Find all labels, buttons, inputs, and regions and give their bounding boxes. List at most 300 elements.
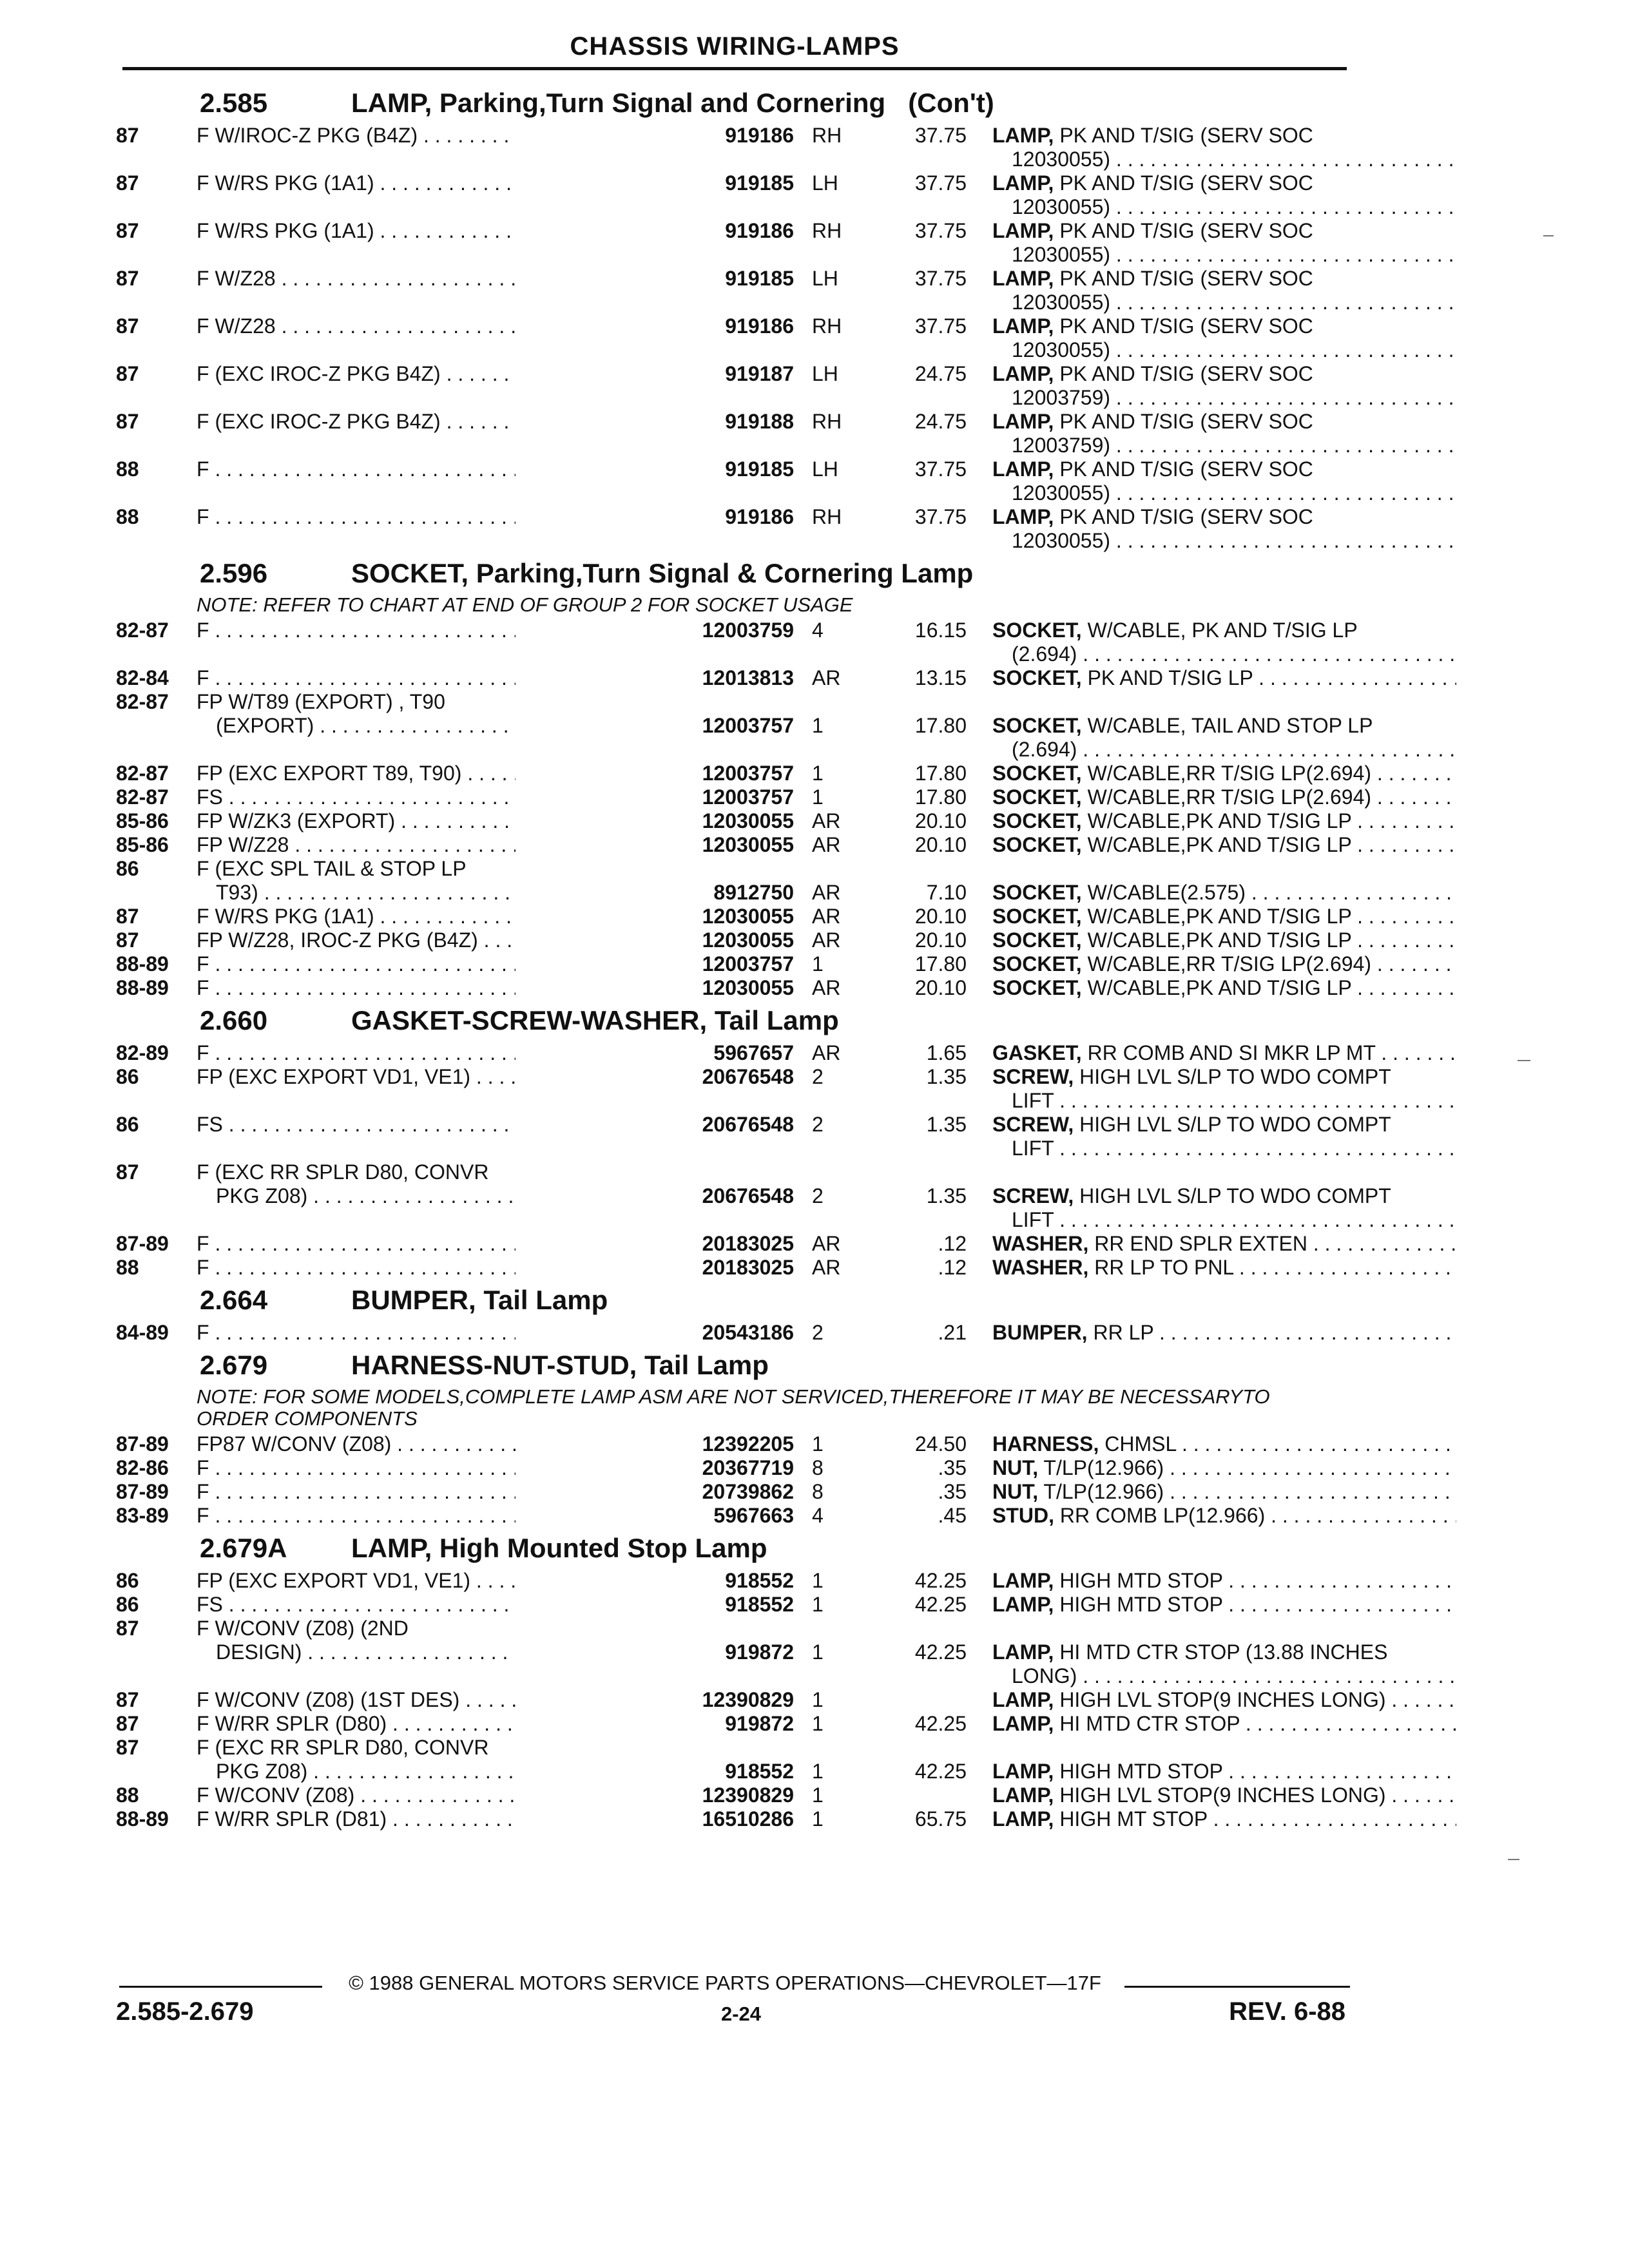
description-line	[992, 1760, 1456, 1783]
footer-rule-left	[119, 1986, 322, 1988]
model-line: F (EXC RR SPLR D80, CONVR	[197, 1736, 489, 1759]
part-description	[992, 1321, 1456, 1345]
section-heading	[116, 1280, 1347, 1321]
description-keyword: LAMP,	[992, 219, 1054, 242]
model-year: 87	[116, 1617, 139, 1640]
section-title: SOCKET, Parking,Turn Signal & Cornering Lamp	[351, 558, 974, 588]
description-text: PK AND T/SIG (SERV SOC	[1059, 219, 1313, 242]
scan-mark	[1518, 1060, 1530, 1061]
part-description	[992, 267, 1456, 314]
description-line	[992, 457, 1456, 481]
description-line	[992, 529, 1456, 553]
quantity: 2	[812, 1113, 824, 1136]
part-description	[992, 1041, 1456, 1065]
part-number: 919188	[516, 410, 794, 434]
part-description	[992, 1113, 1456, 1160]
model-line: F W/Z28 . . .	[197, 267, 648, 291]
quantity: RH	[812, 219, 842, 242]
part-description	[992, 809, 1456, 833]
model-year: 82-87	[116, 690, 169, 713]
model-line: F . . .	[197, 1321, 648, 1345]
description-line	[992, 1688, 1456, 1712]
model-line: DESIGN) . . .	[197, 1640, 648, 1664]
model-year: 87-89	[116, 1432, 169, 1456]
price: 42.25	[914, 1640, 967, 1664]
part-description	[992, 1783, 1456, 1807]
part-description	[992, 714, 1456, 762]
model-year: 88	[116, 1256, 139, 1279]
price: 37.75	[914, 124, 967, 147]
scan-mark	[1543, 235, 1554, 236]
price: 20.10	[914, 928, 967, 952]
description-line	[992, 362, 1456, 386]
quantity: RH	[812, 410, 842, 433]
model-year: 87	[116, 1712, 139, 1735]
part-number: 12003757	[516, 762, 794, 785]
section-number: 2.679	[200, 1350, 268, 1380]
description-keyword: LAMP,	[992, 457, 1054, 481]
description-keyword: SOCKET,	[992, 976, 1082, 999]
part-number: 12030055	[516, 928, 794, 952]
part-description	[992, 1065, 1456, 1113]
description-line	[992, 1640, 1456, 1664]
description-keyword: LAMP,	[992, 1688, 1054, 1711]
description-line	[992, 314, 1456, 338]
description-line	[992, 1065, 1456, 1089]
section-number: 2.660	[200, 1005, 268, 1035]
description-line	[992, 243, 1456, 267]
model-year: 85-86	[116, 809, 169, 832]
part-description	[992, 219, 1456, 267]
model-year: 85-86	[116, 833, 169, 856]
quantity: 1	[812, 1640, 824, 1664]
model-line: FP W/T89 (EXPORT) , T90	[197, 690, 445, 713]
part-description	[992, 1640, 1456, 1688]
price: 7.10	[926, 881, 967, 904]
description-line	[992, 642, 1456, 666]
price: 1.35	[926, 1184, 967, 1207]
part-description	[992, 457, 1456, 505]
price: 37.75	[914, 457, 967, 481]
part-number: 20183025	[516, 1256, 794, 1280]
part-description	[992, 1232, 1456, 1256]
quantity: 8	[812, 1480, 824, 1503]
part-number: 20183025	[516, 1232, 794, 1256]
description-line	[992, 714, 1456, 738]
model-line: F W/RS PKG (1A1) . . .	[197, 171, 648, 195]
description-line	[992, 219, 1456, 243]
part-row	[116, 505, 1347, 553]
part-row	[116, 1712, 1347, 1736]
part-number: 5967657	[516, 1041, 794, 1065]
description-text: W/CABLE, TAIL AND STOP LP	[1087, 714, 1373, 737]
part-row	[116, 857, 1347, 905]
model-line: F . . .	[197, 666, 648, 690]
description-line	[992, 809, 1456, 833]
part-row	[116, 619, 1358, 666]
part-row	[116, 410, 1347, 457]
model-line: FP W/Z28 . . .	[197, 833, 648, 857]
quantity: 1	[812, 1593, 824, 1616]
model-year: 86	[116, 1593, 139, 1616]
description-text: RR LP TO PNL	[1094, 1256, 1234, 1279]
quantity: LH	[812, 457, 838, 481]
price: 42.25	[914, 1712, 967, 1735]
description-line	[992, 976, 1456, 1000]
description-keyword: SOCKET,	[992, 905, 1082, 928]
part-number: 20676548	[516, 1184, 794, 1208]
part-description	[992, 314, 1456, 362]
quantity: AR	[812, 928, 841, 952]
part-row	[116, 171, 1347, 219]
description-keyword: STUD,	[992, 1504, 1054, 1527]
description-keyword: LAMP,	[992, 171, 1054, 195]
part-row	[116, 1593, 1347, 1617]
description-line	[992, 952, 1456, 976]
part-row	[116, 1256, 1347, 1280]
part-description	[992, 905, 1456, 928]
quantity: RH	[812, 314, 842, 338]
footer-revision: REV. 6-88	[1229, 1997, 1345, 2026]
part-row	[116, 1783, 1386, 1807]
part-number: 919185	[516, 457, 794, 481]
model-line: F (EXC RR SPLR D80, CONVR	[197, 1160, 489, 1184]
description-text: LIFT	[1012, 1089, 1054, 1112]
quantity: RH	[812, 124, 842, 147]
description-text: 12030055)	[1012, 291, 1111, 314]
description-text: PK AND T/SIG (SERV SOC	[1059, 410, 1313, 433]
model-line: F . . .	[197, 457, 648, 481]
part-row	[116, 314, 1347, 362]
price: .12	[938, 1256, 967, 1279]
model-year: 87	[116, 1160, 139, 1184]
description-line	[992, 833, 1456, 857]
quantity: AR	[812, 1256, 841, 1279]
description-text: 12003759)	[1012, 434, 1111, 457]
description-text: W/CABLE,PK AND T/SIG LP	[1087, 809, 1352, 832]
price: .45	[938, 1504, 967, 1527]
price: .12	[938, 1232, 967, 1255]
part-number: 918552	[516, 1760, 794, 1783]
price: 13.15	[914, 666, 967, 689]
part-number: 918552	[516, 1593, 794, 1617]
description-text: 12030055)	[1012, 338, 1111, 361]
part-row	[116, 976, 1352, 1000]
description-text: 12030055)	[1012, 148, 1111, 171]
part-description	[992, 1807, 1456, 1831]
part-number: 12030055	[516, 809, 794, 833]
model-line: F . . .	[197, 1041, 648, 1065]
price: .21	[938, 1321, 967, 1344]
description-keyword: SCREW,	[992, 1113, 1074, 1136]
description-line	[992, 338, 1456, 362]
price: 42.25	[914, 1593, 967, 1616]
model-year: 87	[116, 219, 139, 242]
part-description	[992, 976, 1456, 1000]
quantity: AR	[812, 833, 841, 856]
description-text: 12003759)	[1012, 386, 1111, 409]
model-line: F . . .	[197, 1256, 648, 1280]
description-keyword: SOCKET,	[992, 785, 1082, 809]
model-line: PKG Z08) . . .	[197, 1760, 648, 1783]
description-line	[992, 1113, 1456, 1137]
model-line: F (EXC SPL TAIL & STOP LP	[197, 857, 467, 880]
description-text: W/CABLE,PK AND T/SIG LP	[1087, 905, 1352, 928]
description-text: HI MTD CTR STOP	[1059, 1712, 1240, 1735]
part-description	[992, 1184, 1456, 1232]
part-row	[116, 809, 1352, 833]
description-line	[992, 928, 1456, 952]
model-line: FP (EXC EXPORT T89, T90) . . .	[197, 762, 648, 785]
part-description	[992, 1256, 1456, 1280]
quantity: 1	[812, 1688, 824, 1711]
part-number: 919872	[516, 1712, 794, 1736]
part-number: 12003757	[516, 952, 794, 976]
description-text: W/CABLE,PK AND T/SIG LP	[1087, 976, 1352, 999]
model-year: 86	[116, 857, 139, 880]
model-line: F W/RS PKG (1A1) . . .	[197, 905, 648, 928]
part-number: 12392205	[516, 1432, 794, 1456]
price: 17.80	[914, 952, 967, 975]
description-line	[992, 785, 1456, 809]
description-text: HIGH MTD STOP	[1059, 1760, 1223, 1783]
description-text: RR COMB AND SI MKR LP MT	[1087, 1041, 1376, 1064]
part-number: 919186	[516, 219, 794, 243]
description-text: T/LP(12.966)	[1043, 1480, 1164, 1503]
model-line: FP87 W/CONV (Z08) . . .	[197, 1432, 648, 1456]
description-line	[992, 410, 1456, 434]
section-heading	[116, 1345, 1347, 1386]
description-text: W/CABLE,PK AND T/SIG LP	[1087, 833, 1352, 856]
description-keyword: BUMPER,	[992, 1321, 1088, 1344]
description-text: W/CABLE,RR T/SIG LP(2.694)	[1087, 785, 1372, 809]
price: .35	[938, 1456, 967, 1479]
model-line: F W/CONV (Z08) (2ND	[197, 1617, 409, 1640]
price: 20.10	[914, 809, 967, 832]
part-row	[116, 1688, 1386, 1712]
model-year: 88	[116, 1783, 139, 1807]
part-description	[992, 785, 1456, 809]
part-row	[116, 1113, 1391, 1160]
model-year: 82-89	[116, 1041, 169, 1064]
description-text: 12030055)	[1012, 195, 1111, 218]
quantity: 1	[812, 785, 824, 809]
quantity: 2	[812, 1184, 824, 1207]
description-text: W/CABLE,RR T/SIG LP(2.694)	[1087, 762, 1372, 785]
model-line: (EXPORT) . . .	[197, 714, 648, 738]
part-number: 919186	[516, 505, 794, 529]
part-row	[116, 267, 1347, 314]
model-year: 88-89	[116, 976, 169, 999]
model-line: FS . . .	[197, 785, 648, 809]
model-line: F . . .	[197, 619, 648, 642]
section-heading	[116, 1528, 1347, 1569]
description-line	[992, 1208, 1456, 1232]
quantity: 2	[812, 1321, 824, 1344]
description-keyword: LAMP,	[992, 267, 1054, 290]
model-line: F W/IROC-Z PKG (B4Z) . . .	[197, 124, 648, 148]
part-number: 919186	[516, 124, 794, 148]
model-year: 88-89	[116, 1807, 169, 1831]
description-text: RR END SPLR EXTEN	[1094, 1232, 1307, 1255]
description-keyword: SOCKET,	[992, 714, 1082, 737]
part-number: 12390829	[516, 1688, 794, 1712]
part-number: 12390829	[516, 1783, 794, 1807]
price: 24.50	[914, 1432, 967, 1456]
description-keyword: LAMP,	[992, 1783, 1054, 1807]
description-text: HIGH LVL STOP(9 INCHES LONG)	[1059, 1783, 1386, 1807]
quantity: 1	[812, 1807, 824, 1831]
model-year: 87	[116, 362, 139, 385]
model-line: F . . .	[197, 1232, 648, 1256]
description-line	[992, 434, 1456, 457]
description-keyword: LAMP,	[992, 1593, 1054, 1616]
model-year: 86	[116, 1065, 139, 1088]
part-number: 5967663	[516, 1504, 794, 1528]
part-row	[116, 457, 1347, 505]
part-row	[116, 124, 1347, 171]
part-description	[992, 666, 1456, 690]
model-line: F . . .	[197, 976, 648, 1000]
quantity: 1	[812, 762, 824, 785]
quantity: 1	[812, 1783, 824, 1807]
section-title: LAMP, Parking,Turn Signal and Cornering (Con't)	[351, 88, 994, 118]
description-line	[992, 1807, 1456, 1831]
part-row	[116, 1569, 1347, 1593]
footer-copyright: © 1988 GENERAL MOTORS SERVICE PARTS OPERATIONS—CHEVROLET—17F	[349, 1972, 1101, 1994]
description-line	[992, 905, 1456, 928]
description-line	[992, 762, 1456, 785]
quantity: 1	[812, 1712, 824, 1735]
model-year: 82-84	[116, 666, 169, 689]
quantity: 4	[812, 619, 824, 642]
model-line: FP (EXC EXPORT VD1, VE1) . . .	[197, 1065, 648, 1089]
description-text: 12030055)	[1012, 481, 1111, 505]
part-row	[116, 1160, 1391, 1232]
description-line	[992, 881, 1456, 905]
model-line: F W/RS PKG (1A1) . . .	[197, 219, 648, 243]
part-number: 8912750	[516, 881, 794, 905]
model-year: 88	[116, 505, 139, 528]
part-number: 12030055	[516, 976, 794, 1000]
description-text: PK AND T/SIG (SERV SOC	[1059, 505, 1313, 528]
description-line	[992, 1456, 1456, 1480]
model-year: 87	[116, 928, 139, 952]
quantity: AR	[812, 809, 841, 832]
description-text: HI MTD CTR STOP (13.88 INCHES	[1059, 1640, 1388, 1664]
price: 1.35	[926, 1065, 967, 1088]
section-note: NOTE: REFER TO CHART AT END OF GROUP 2 FOR SOCKET USAGE	[197, 593, 853, 616]
model-line: F W/CONV (Z08) . . .	[197, 1783, 648, 1807]
description-keyword: SOCKET,	[992, 809, 1082, 832]
section-title: GASKET-SCREW-WASHER, Tail Lamp	[351, 1005, 839, 1035]
description-keyword: LAMP,	[992, 1807, 1054, 1831]
model-year: 87	[116, 171, 139, 195]
model-line: FS . . .	[197, 1593, 648, 1617]
description-line	[992, 1432, 1456, 1456]
description-keyword: SOCKET,	[992, 619, 1082, 642]
footer-section-range: 2.585-2.679	[116, 1997, 254, 2026]
part-number: 12003757	[516, 714, 794, 738]
part-description	[992, 833, 1456, 857]
section-heading	[116, 82, 1347, 124]
quantity: 4	[812, 1504, 824, 1527]
section-title: HARNESS-NUT-STUD, Tail Lamp	[351, 1350, 769, 1380]
part-description	[992, 1456, 1456, 1480]
description-line	[992, 1041, 1456, 1065]
quantity: 1	[812, 1432, 824, 1456]
part-number: 919185	[516, 267, 794, 291]
model-year: 87	[116, 267, 139, 290]
quantity: AR	[812, 976, 841, 999]
description-text: PK AND T/SIG (SERV SOC	[1059, 171, 1313, 195]
model-year: 87	[116, 410, 139, 433]
description-keyword: SOCKET,	[992, 762, 1082, 785]
part-number: 20676548	[516, 1113, 794, 1137]
description-text: HIGH LVL S/LP TO WDO COMPT	[1079, 1065, 1391, 1088]
price: 37.75	[914, 314, 967, 338]
model-year: 87	[116, 1688, 139, 1711]
description-line	[992, 481, 1456, 505]
description-line	[992, 1256, 1456, 1280]
part-number: 12030055	[516, 905, 794, 928]
price: .35	[938, 1480, 967, 1503]
model-line: F . . .	[197, 505, 648, 529]
part-description	[992, 619, 1456, 666]
section-number: 2.679A	[200, 1533, 287, 1563]
price: 1.35	[926, 1113, 967, 1136]
model-line: F (EXC IROC-Z PKG B4Z) . . .	[197, 410, 648, 434]
price: 1.65	[926, 1041, 967, 1064]
description-line	[992, 148, 1456, 171]
part-row	[116, 952, 1372, 976]
part-description	[992, 1432, 1456, 1456]
part-row	[116, 1432, 1347, 1456]
part-row	[116, 905, 1352, 928]
description-line	[992, 619, 1456, 642]
description-keyword: LAMP,	[992, 1640, 1054, 1664]
description-text: 12030055)	[1012, 243, 1111, 266]
model-year: 87-89	[116, 1232, 169, 1255]
quantity: 1	[812, 714, 824, 737]
section-heading	[116, 553, 1347, 594]
description-line	[992, 1089, 1456, 1113]
model-year: 86	[116, 1569, 139, 1592]
part-description	[992, 762, 1456, 785]
description-keyword: SOCKET,	[992, 928, 1082, 952]
part-number: 12003757	[516, 785, 794, 809]
description-line	[992, 386, 1456, 410]
section-number: 2.596	[200, 558, 268, 588]
description-keyword: HARNESS,	[992, 1432, 1099, 1456]
section-title: BUMPER, Tail Lamp	[351, 1285, 608, 1315]
parts-listing	[116, 82, 1391, 1831]
part-description	[992, 928, 1456, 952]
model-line: F W/RR SPLR (D81) . . .	[197, 1807, 648, 1831]
description-line	[992, 1232, 1456, 1256]
price: 24.75	[914, 410, 967, 433]
part-number: 919185	[516, 171, 794, 195]
model-year: 87	[116, 314, 139, 338]
part-number: 20739862	[516, 1480, 794, 1504]
description-text: HIGH MTD STOP	[1059, 1569, 1223, 1592]
part-row	[116, 1736, 1347, 1783]
quantity: LH	[812, 362, 838, 385]
description-text: PK AND T/SIG (SERV SOC	[1059, 362, 1313, 385]
description-keyword: LAMP,	[992, 1760, 1054, 1783]
part-row	[116, 362, 1347, 410]
model-line: F . . .	[197, 952, 648, 976]
